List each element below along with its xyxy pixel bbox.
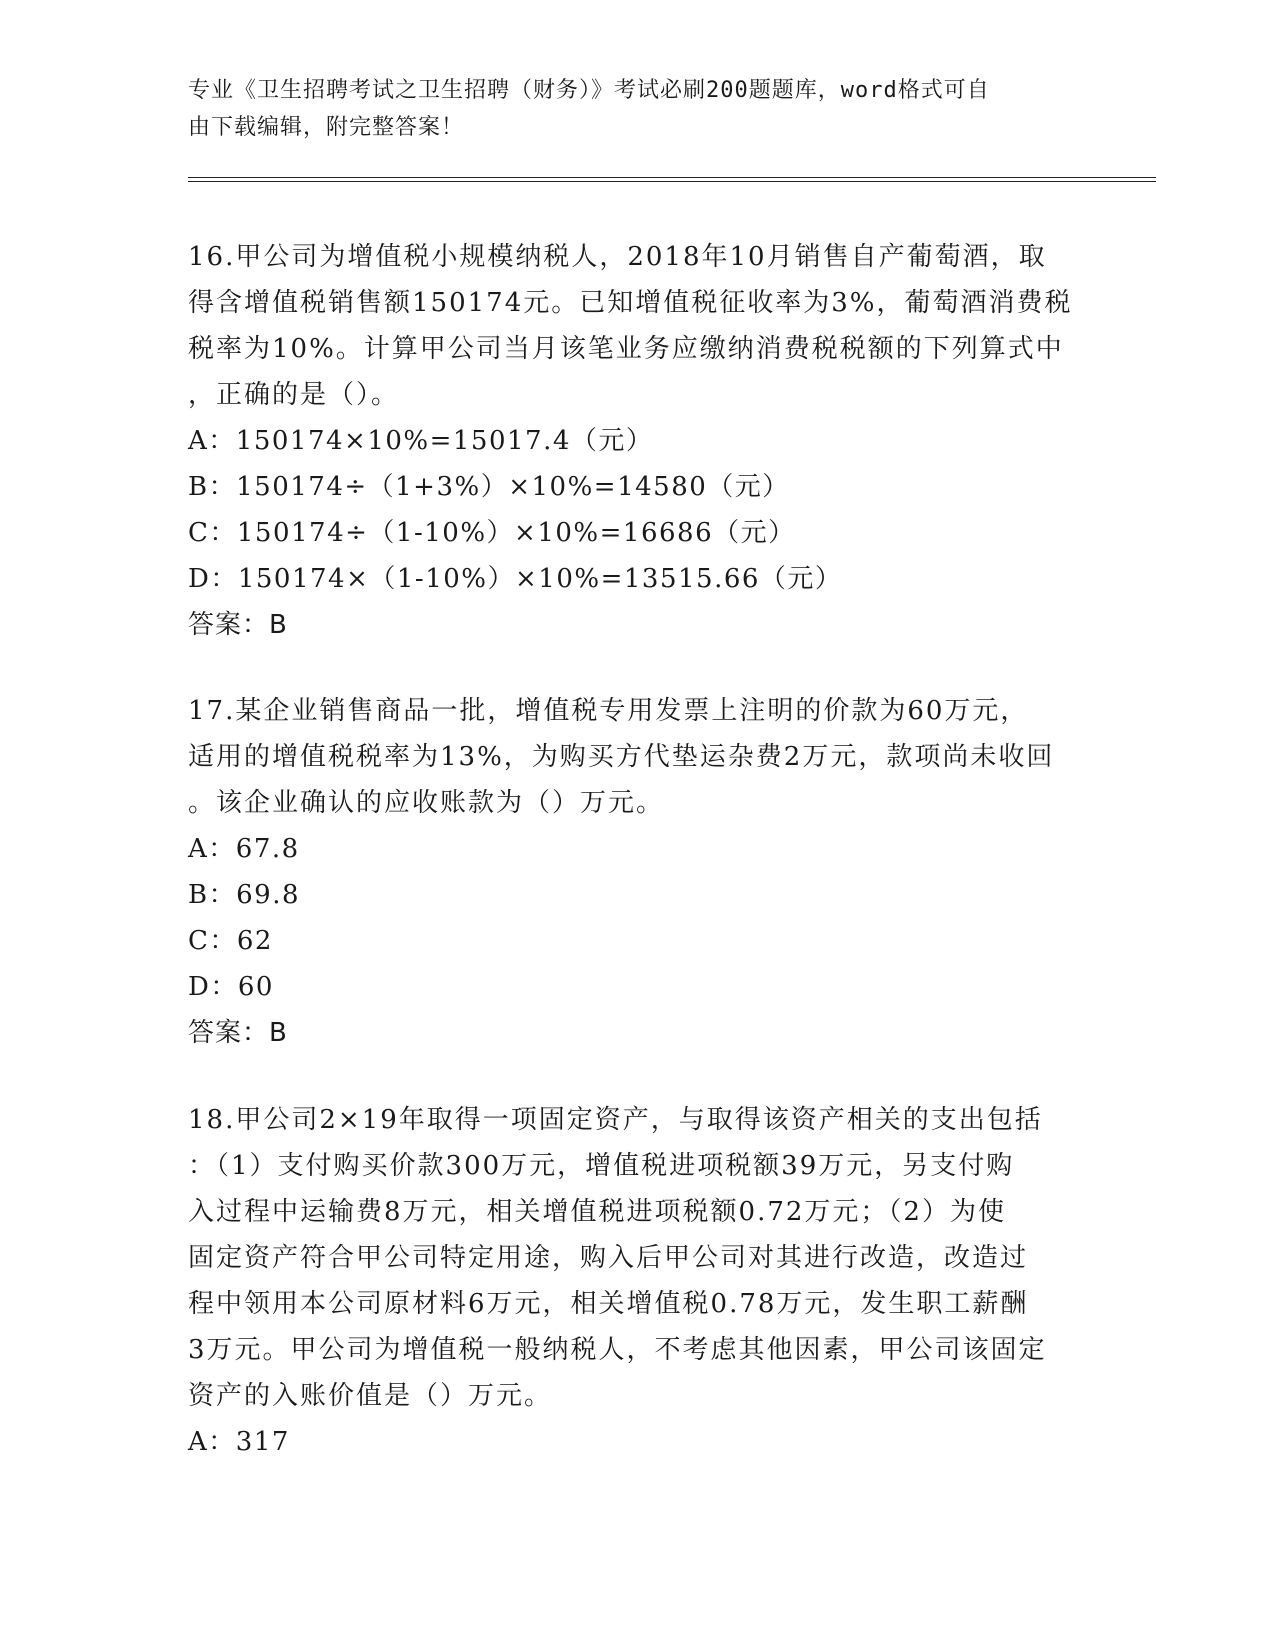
question-stem-line: 。该企业确认的应收账款为（）万元。 bbox=[188, 788, 665, 818]
question-stem-line: 18.甲公司2×19年取得一项固定资产，与取得该资产相关的支出包括 bbox=[188, 1105, 1043, 1135]
option-a: A：317 bbox=[188, 1427, 290, 1457]
question-stem-line: 入过程中运输费8万元，相关增值税进项税额0.72万元；（2）为使 bbox=[188, 1197, 1006, 1227]
question-stem-line: 固定资产符合甲公司特定用途，购入后甲公司对其进行改造，改造过 bbox=[188, 1243, 1029, 1273]
header-line-1: 专业《卫生招聘考试之卫生招聘（财务）》考试必刷200题题库，word格式可自 bbox=[188, 78, 990, 103]
question-stem-line: 3万元。甲公司为增值税一般纳税人，不考虑其他因素，甲公司该固定 bbox=[188, 1335, 1047, 1365]
question-17 bbox=[188, 688, 1088, 1056]
question-stem-line: 程中领用本公司原材料6万元，相关增值税0.78万元，发生职工薪酬 bbox=[188, 1289, 1029, 1319]
option-b: B：69.8 bbox=[188, 880, 300, 910]
question-stem-line: ，正确的是（）。 bbox=[188, 380, 400, 410]
option-a: A：67.8 bbox=[188, 834, 300, 864]
option-a: A：150174×10%=15017.4（元） bbox=[188, 426, 654, 456]
option-d: D：150174×（1-10%）×10%=13515.66（元） bbox=[188, 564, 843, 594]
header-divider-bottom bbox=[188, 181, 1156, 182]
question-16 bbox=[188, 234, 1088, 648]
document-header bbox=[188, 72, 1088, 146]
answer: 答案：B bbox=[188, 610, 288, 640]
header-divider-top bbox=[188, 177, 1156, 178]
question-stem-line: 适用的增值税税率为13%，为购买方代垫运杂费2万元，款项尚未收回 bbox=[188, 742, 1055, 772]
question-stem-line: 资产的入账价值是（）万元。 bbox=[188, 1381, 553, 1411]
question-stem-line: 得含增值税销售额150174元。已知增值税征收率为3%，葡萄酒消费税 bbox=[188, 288, 1073, 318]
question-18 bbox=[188, 1097, 1088, 1465]
question-stem-line: 16.甲公司为增值税小规模纳税人，2018年10月销售自产葡萄酒，取 bbox=[188, 242, 1047, 272]
option-c: C：62 bbox=[188, 926, 273, 956]
answer: 答案：B bbox=[188, 1018, 288, 1048]
question-stem-line: 税率为10%。计算甲公司当月该笔业务应缴纳消费税税额的下列算式中 bbox=[188, 334, 1064, 364]
option-d: D：60 bbox=[188, 972, 274, 1002]
question-stem-line: 17.某企业销售商品一批，增值税专用发票上注明的价款为60万元， bbox=[188, 696, 1029, 726]
option-b: B：150174÷（1+3%）×10%=14580（元） bbox=[188, 472, 790, 502]
option-c: C：150174÷（1-10%）×10%=16686（元） bbox=[188, 518, 796, 548]
question-stem-line: ：（1）支付购买价款300万元，增值税进项税额39万元，另支付购 bbox=[188, 1151, 1015, 1181]
header-line-2: 由下载编辑，附完整答案！ bbox=[188, 115, 465, 140]
